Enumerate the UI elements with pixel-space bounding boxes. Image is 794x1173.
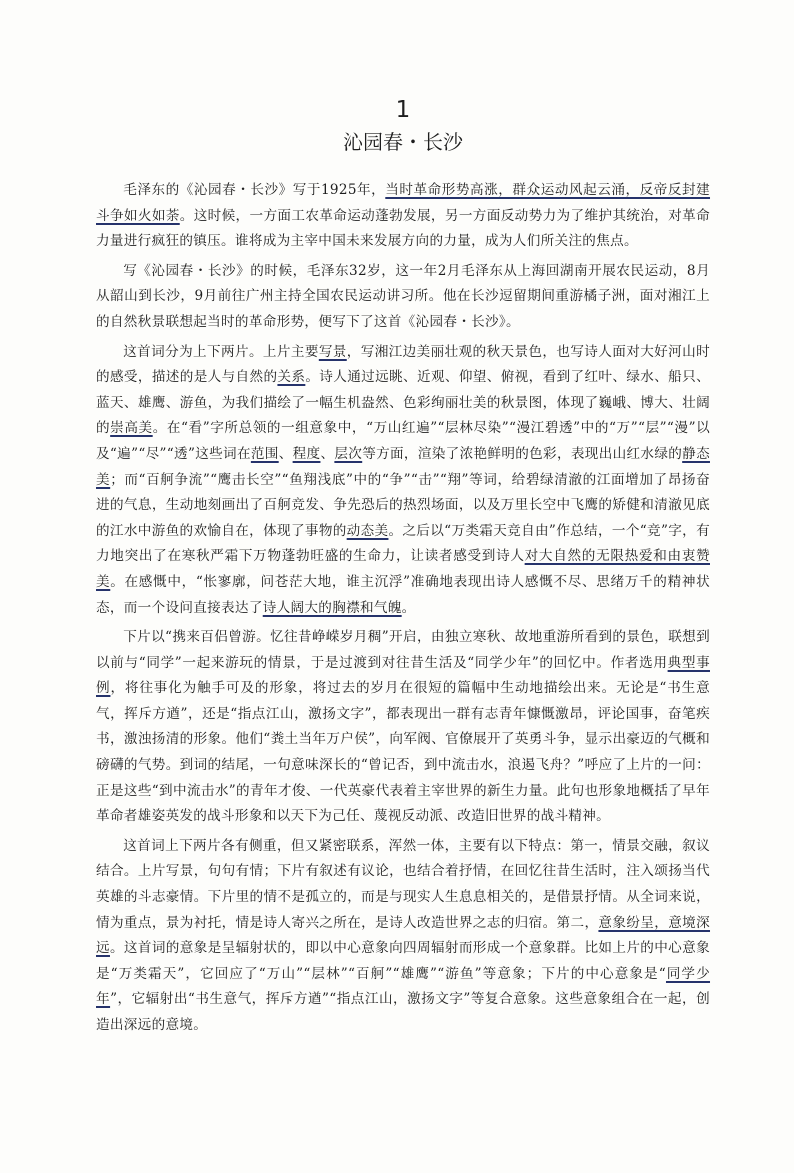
text-span: 这首词分为上下两片。上片主要 xyxy=(123,343,319,360)
handwritten-underline: 对大自然的无限热爱和由衷赞美 xyxy=(96,548,710,590)
paragraph-lower-stanza xyxy=(96,625,710,830)
handwritten-underline: 动态美 xyxy=(346,522,389,539)
chapter-number: 1 xyxy=(395,97,411,123)
text-span: 、 xyxy=(320,445,335,462)
document-page xyxy=(96,96,710,1043)
text-span: ；而“百舸争流”“鹰击长空”“鱼翔浅底”中的“争”“击”“翔”等词，给碧绿清澈的江面增加了昂扬奋进的气息，生动地刻画出了百舸竞发、争先恐后的热烈场面，以及万里长空中飞鹰的矫健和清澈见底的江水中游鱼的欢愉自在，体现了事物的 xyxy=(96,471,710,539)
handwritten-underline: 同学少年 xyxy=(96,965,711,1008)
text-span: 下片以“携来百侣曾游。忆往昔峥嵘岁月稠”开启，由独立寒秋、故地重游所看到的景色，联想到以前与“同学”一起来游玩的情景，于是过渡到对往昔生活及“同学少年”的回忆中。作者选用 xyxy=(96,629,710,671)
handwritten-underline: 静态美 xyxy=(96,445,710,488)
handwritten-underline: 典型事例 xyxy=(96,654,710,697)
handwritten-underline: 诗人阔大的胸襟和气魄 xyxy=(262,599,402,616)
text-span: 。在感慨中，“怅寥廓，问苍茫大地，谁主沉浮”准确地表现出诗人感慨不尽、思绪万千的精神状态，而一个设问直接表达了 xyxy=(96,573,710,616)
text-span: 等方面，渲染了浓艳鲜明的色彩，表现出山红水绿的 xyxy=(362,445,683,462)
text-span: 、 xyxy=(278,445,293,462)
handwritten-underline: 崇高美 xyxy=(110,420,153,437)
text-span: 。这时候，一方面工农革命运动蓬勃发展，另一方面反动势力为了维护其统治，对革命力量进行疯狂的镇压。谁将成为主宰中国未来发展方向的力量，成为人们所关注的焦点。 xyxy=(96,207,710,250)
handwritten-underline: 程度 xyxy=(292,445,321,462)
handwritten-underline: 关系 xyxy=(277,369,306,386)
handwritten-underline: 意象纷呈，意境深远 xyxy=(96,914,711,957)
text-span: 。这首词的意象是呈辐射状的，即以中心意象向四周辐射而形成一个意象群。比如上片的中心意象是“万类霜天”，它回应了“万山”“层林”“百舸”“雄鹰”“游鱼”等意象；下片的中心意象是“ xyxy=(96,940,710,982)
text-span: ，将往事化为触手可及的形象，将过去的岁月在很短的篇幅中生动地描绘出来。无论是“书生意气，挥斥方遒”，还是“指点江山，激扬文字”，都表现出一群有志青年慷慨激昂，评论国事，奋笔疾书，激浊扬清的形象。他们“粪土当年万户侯”，向军阀、官僚展开了英勇斗争，显示出豪迈的气概和磅礴的气势。到词的结尾，一句意味深长的“曾记否，到中流击水，浪遏飞舟？”呼应了上片的一问：正是这些“到中流击水”的青年才俊、一代英豪代表着主宰世界的新生力量。此句也形象地概括了早年革命者雄姿英发的战斗形象和以天下为己任、蔑视反动派、改造旧世界的战斗精神。 xyxy=(96,680,710,825)
text-span: 。在“看”字所总领的一组意象中，“万山红遍”“层林尽染”“漫江碧透”中的“万”“层”“漫”以及“遍”“尽”“透”这些词在 xyxy=(96,420,710,462)
text-span: 毛泽东的《沁园春・长沙》写于1925年， xyxy=(123,182,386,198)
paragraph-background xyxy=(96,178,710,255)
paragraph-features xyxy=(96,834,710,1039)
text-span: ”，它辐射出“书生意气，挥斥方遒”“指点江山，激扬文字”等复合意象。这些意象组合在一起，创造出深远的意境。 xyxy=(96,991,710,1033)
handwritten-underline: 写景 xyxy=(318,343,347,360)
chapter-title: 沁园春・长沙 xyxy=(343,130,463,154)
text-span: 写《沁园春・长沙》的时候，毛泽东32岁，这一年2月毛泽东从上海回湖南开展农民运动，8月从韶山到长沙，9月前往广州主持全国农民运动讲习所。他在长沙逗留期间重游橘子洲，面对湘江上的自然秋景联想起当时的革命形势，便写下了这首《沁园春・长沙》。 xyxy=(96,262,710,330)
handwritten-underline: 范围 xyxy=(250,445,279,462)
text-span: 这首词上下两片各有侧重，但又紧密联系，浑然一体，主要有以下特点：第一，情景交融，叙议结合。上片写景，句句有情；下片有叙述有议论，也结合着抒情，在回忆往昔生活时，注入颂扬当代英雄的斗志豪情。下片里的情不是孤立的，而是与现实人生息息相关的，是借景抒情。从全词来说，情为重点，景为衬托，情是诗人寄兴之所在，是诗人改造世界之志的归宿。第二， xyxy=(96,837,710,931)
paragraph-context xyxy=(96,259,710,336)
text-span: 。诗人通过远眺、近观、仰望、俯视，看到了红叶、绿水、船只、蓝天、雄鹰、游鱼，为我们描绘了一幅生机盎然、色彩绚丽壮美的秋景图，体现了巍峨、博大、壮阔的 xyxy=(96,369,710,437)
handwritten-underline: 当时革命形势高涨，群众运动风起云涌，反帝反封建斗争如火如荼 xyxy=(96,182,711,224)
text-span: 。 xyxy=(401,599,416,616)
paragraph-upper-stanza xyxy=(96,340,710,622)
text-span: 。之后以“万类霜天竞自由”作总结，一个“竞”字，有力地突出了在寒秋严霜下万物蓬勃旺盛的生命力，让读者感受到诗人 xyxy=(96,522,710,565)
handwritten-underline: 层次 xyxy=(334,445,363,462)
text-span: ，写湘江边美丽壮观的秋天景色，也写诗人面对大好河山时的感受，描述的是人与自然的 xyxy=(96,343,710,386)
